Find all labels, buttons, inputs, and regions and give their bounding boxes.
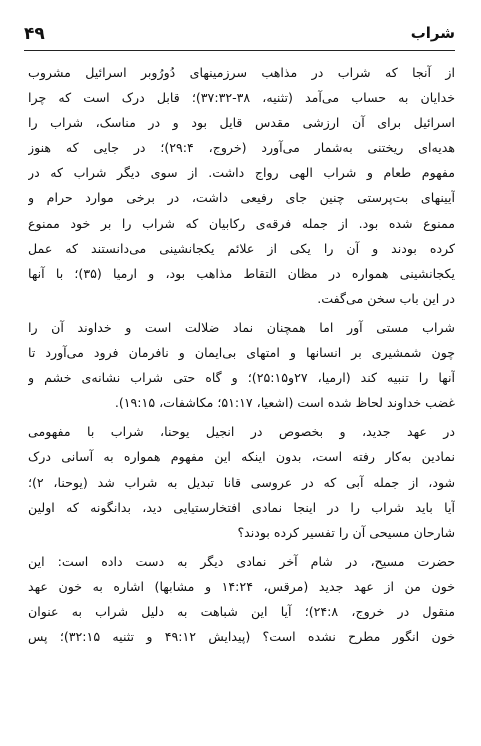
text-line: از آنجا که شراب در مذاهب سرزمینهای دُورُوبر اسرائیل مشروب	[28, 65, 455, 80]
text-line: خدایان به حساب می‌آمد (تثنیه، ۳۸-۳۷:۳۲)؛ قابل درک است که چرا	[28, 90, 455, 106]
text-line: خون من از عهد جدید (مرقس، ۱۴:۲۴ و مشابها) اشاره به خون عهد	[28, 578, 455, 594]
text-line: شود، از جمله آبی که در عروسی قانا تبدیل به شراب شد (یوحنا، ۲)؛	[28, 474, 455, 490]
text-line: چون شمشیری بر انسانها و امتهای بی‌ایمان و نافرمان فرود می‌آورد تا	[28, 345, 455, 361]
text-line: منقول در خروج، ۲۴:۸)؛ آیا این شباهت به دلیل شراب به عنوان	[28, 603, 455, 619]
running-header	[24, 22, 455, 48]
paragraph	[28, 549, 455, 649]
text-line: مفهوم طعام و شراب الهی رواج داشت. از سوی دیگر شراب که در	[28, 165, 455, 181]
text-line: ممنوع شده بود. از جمله فرقه‌ی رکابیان که شراب را بر خود ممنوع	[28, 215, 455, 231]
text-line: اسرائیل برای آن ارزشی مقدس قایل بود و در مناسک، شراب را	[28, 115, 455, 131]
paragraph	[28, 60, 455, 311]
paragraph	[28, 315, 455, 415]
text-line: در این باب سخن می‌گفت.	[317, 290, 455, 306]
body-text	[28, 60, 455, 649]
text-line: شارحان مسیحی آن را تفسیر کرده بودند؟	[237, 524, 455, 540]
text-line: هدیه‌ای ریختنی به‌شمار می‌آورد (خروج، ۲۹:۴)؛ در جایی که هنوز	[28, 140, 455, 156]
text-line: خون انگور مطرح نشده است؟ (پیدایش ۴۹:۱۲ و تثنیه ۳۲:۱۵)؛ پس	[28, 629, 455, 645]
text-line: آنها را تنبیه کند (ارمیا، ۲۷و۲۵:۱۵)؛ و گاه حتی شراب نشانه‌ی خشم و	[28, 370, 455, 386]
text-line: کرده بودند و آن را یکی از علائم یکجانشینی می‌دانستند که عمل	[28, 240, 455, 256]
text-line: حضرت مسیح، در شام آخر نمادی دیگر به دست داده است: این	[28, 553, 455, 569]
header-rule	[24, 50, 455, 51]
running-header-title: شراب	[410, 24, 455, 42]
text-line: در عهد جدید، و بخصوص در انجیل یوحنا، شراب با مفهومی	[28, 424, 455, 440]
page-number: ۴۹	[24, 24, 45, 44]
text-line: غضب خداوند لحاظ شده است (اشعیا، ۵۱:۱۷؛ مکاشفات، ۱۹:۱۵).	[114, 395, 455, 411]
text-line: آیینهای بت‌پرستی چنین جای رفیعی داشت، در برخی موارد حرام و	[28, 190, 455, 206]
text-line: نمادین به‌کار رفته است، بدون اینکه این مفهوم همواره به آسانی درک	[28, 449, 455, 465]
text-line: شراب مستی آور اما همچنان نماد ضلالت است و خداوند آن را	[28, 319, 455, 335]
paragraph	[28, 419, 455, 544]
text-line: یکجانشینی همواره در مظان التقاط مذاهب بود، و ارمیا (۳۵)؛ با آنها	[28, 265, 455, 281]
text-line: آیا باید شراب را در اینجا نمادی افتخارستیایی دید، بدانگونه که اولین	[28, 499, 455, 515]
